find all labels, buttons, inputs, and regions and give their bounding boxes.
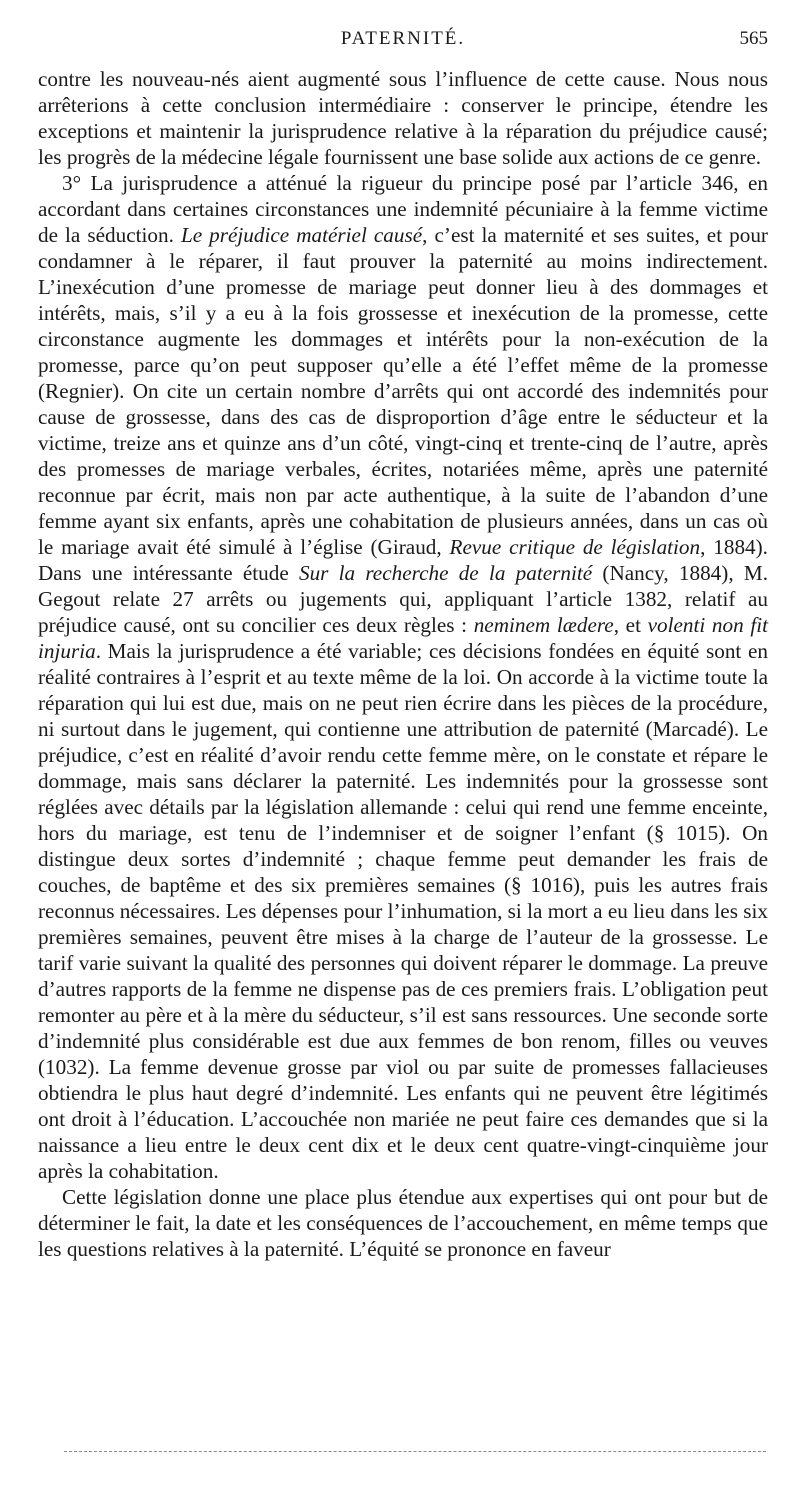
paragraph-1 — [38, 66, 768, 170]
italic-text: Le préjudice matériel causé — [180, 223, 423, 247]
paragraph-2 — [38, 170, 768, 1184]
text-run: (Nancy, 1884), M. Gegout relate 27 arrêts ou jugements qui, appliquant l’article 1382, relatif au préjudice causé, ont su concilier ces deux règles : — [38, 561, 768, 637]
page-header — [38, 0, 768, 66]
italic-text: neminem lædere — [473, 613, 614, 637]
text-run: , et — [613, 613, 648, 637]
text-run: Cette législation donne une place plus étendue aux expertises qui ont pour but de déterminer le fait, la date et les conséquences de l’accouchement, en même temps que les questions relatives à la paternité. L’équité se prononce en faveur — [38, 1185, 768, 1261]
text-run: , c’est la maternité et ses suites, et pour condamner à le réparer, il faut prouver la paternité au moins indirectement. L’inexécution d’une promesse de mariage peut donner lieu à des dommages et intérêts, mais, s’il y a eu à la fois grossesse et inexécution de la promesse, cette circonstance augmente les dommages et intérêts pour la non-exécution de la promesse, parce qu’on peut supposer qu’elle a été l’effet même de la promesse (Regnier). On cite un certain nombre d’arrêts qui ont accordé des indemnités pour cause de grossesse, dans des cas de disproportion d’âge entre le séducteur et la victime, treize ans et quinze ans d’un côté, vingt-cinq et trente-cinq de l’autre, après des promesses de mariage verbales, écrites, notariées même, après une paternité reconnue par écrit, mais non par acte authentique, à la suite de l’abandon d’une femme ayant six enfants, après une cohabitation de plusieurs années, dans un cas où le mariage avait été simulé à l’église (Giraud, — [38, 223, 768, 559]
text-run: , 1884). Dans une intéressante étude — [38, 535, 768, 585]
italic-text: Sur la recherche de la paternité — [298, 561, 593, 585]
running-title: PATERNITÉ. — [340, 28, 466, 49]
italic-text: Revue critique de législation — [449, 535, 701, 559]
paragraph-3 — [38, 1184, 768, 1262]
text-run: contre les nouveau-nés aient augmenté sous l’influence de cette cause. Nous nous arrêterions à cette conclusion intermédiaire : conserver le principe, étendre les exceptions et maintenir la jurisprudence relative à la réparation du préjudice causé; les progrès de la médecine légale fournissent une base solide aux actions de ce genre. — [38, 67, 768, 169]
page-number: 565 — [739, 28, 768, 49]
text-run: 3° La jurisprudence a atténué la rigueur du principe posé par l’article 346, en accordant dans certaines circonstances une indemnité pécuniaire à la femme victime de la séduction. — [38, 171, 768, 247]
body-text — [38, 66, 768, 1262]
text-run: . Mais la jurisprudence a été variable; ces décisions fondées en équité sont en réalité contraires à l’esprit et au texte même de la loi. On accorde à la victime toute la réparation qui lui est due, mais on ne peut rien écrire dans les pièces de la procédure, ni surtout dans le jugement, qui contienne une attribution de paternité (Marcadé). Le préjudice, c’est en réalité d’avoir rendu cette femme mère, on le constate et répare le dommage, mais sans déclarer la paternité. Les indemnités pour la grossesse sont réglées avec détails par la législation allemande : celui qui rend une femme enceinte, hors du mariage, est tenu de l’indemniser et de soigner l’enfant (§ 1015). On distingue deux sortes d’indemnité ; chaque femme peut demander les frais de couches, de baptême et des six premières semaines (§ 1016), puis les autres frais reconnus nécessaires. Les dépenses pour l’inhumation, si la mort a eu lieu dans les six premières semaines, peuvent être mises à la charge de l’auteur de la grossesse. Le tarif varie suivant la qualité des personnes qui doivent réparer le dommage. La preuve d’autres rapports de la femme ne dispense pas de ces premiers frais. L’obligation peut remonter au père et à la mère du séducteur, s’il est sans ressources. Une seconde sorte d’indemnité plus considérable est due aux femmes de bon renom, filles ou veuves (1032). La femme devenue grosse par viol ou par suite de promesses fallacieuses obtiendra le plus haut degré d’indemnité. Les enfants qui ne peuvent être légitimés ont droit à l’éducation. L’accouchée non mariée ne peut faire ces demandes que si la naissance a lieu entre le deux cent dix et le deux cent quatre-vingt-cinquième jour après la cohabitation. — [38, 639, 768, 1183]
italic-text: volenti non fit injuria — [38, 613, 768, 663]
document-page — [38, 0, 768, 1262]
footer-rule — [64, 1451, 766, 1452]
